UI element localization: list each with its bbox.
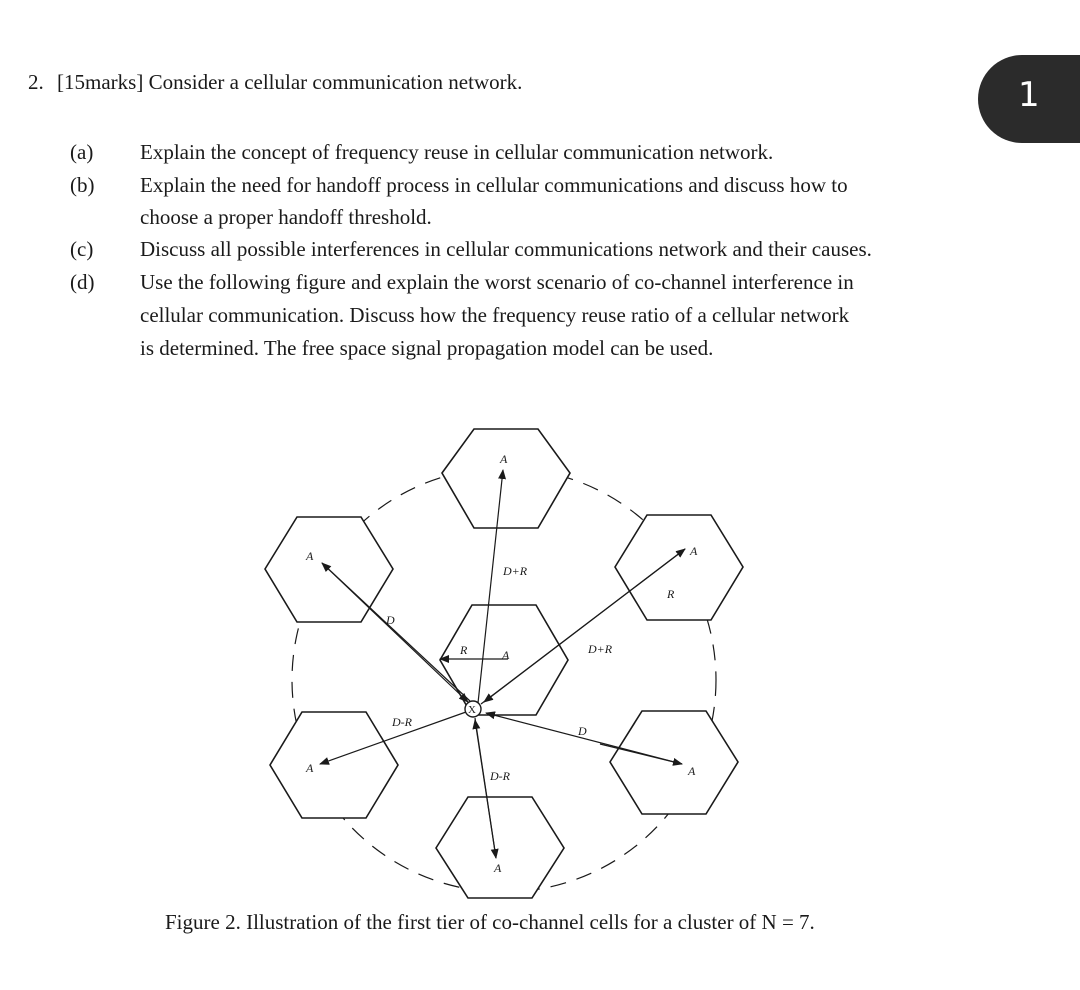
cell-cochannel-lower-left — [270, 712, 398, 818]
label-center-r: R — [460, 643, 468, 657]
label-d-minus-r-left: D-R — [392, 715, 412, 729]
label-a-top: A — [500, 452, 508, 466]
question-prompt: Consider a cellular communication network. — [148, 70, 523, 94]
label-d-plus-r-right: D+R — [588, 642, 613, 656]
item-text-d: cellular communication. Discuss how the frequency reuse ratio of a cellular network — [140, 303, 850, 327]
cell-cochannel-upper-right — [615, 515, 743, 620]
figure-caption: Figure 2. Illustration of the first tier of co-channel cells for a cluster of N = 7. — [165, 910, 815, 934]
label-d-plus-r-top: D+R — [503, 564, 528, 578]
label-d-lower-right: D — [578, 724, 587, 738]
mobile-marker-label: X — [468, 704, 476, 716]
label-d-upper-left: D — [386, 613, 395, 627]
label-center-a: A — [502, 648, 510, 662]
item-text-c: Discuss all possible interferences in cellular communications network and their causes. — [140, 237, 872, 261]
item-text-b: Explain the need for handoff process in cellular communications and discuss how to — [140, 173, 848, 197]
arrow-upper-left-back — [322, 563, 468, 702]
question-number: 2. — [28, 70, 44, 94]
page-number: 1 — [1018, 75, 1040, 115]
cell-cochannel-top — [442, 429, 570, 528]
item-label-b: (b) — [70, 173, 95, 197]
cell-cochannel-bottom — [436, 797, 564, 898]
item-text-d: Use the following figure and explain the worst scenario of co-channel interference in — [140, 270, 854, 294]
label-r-upper-right: R — [667, 587, 675, 601]
item-label-a: (a) — [70, 140, 94, 164]
item-text-d: is determined. The free space signal propagation model can be used. — [140, 336, 714, 360]
item-label-c: (c) — [70, 237, 94, 261]
label-a-lower-left: A — [306, 761, 314, 775]
label-d-minus-r-bottom: D-R — [490, 769, 510, 783]
label-a-upper-left: A — [306, 549, 314, 563]
item-label-d: (d) — [70, 270, 95, 294]
question-marks: [15marks] — [57, 70, 144, 94]
label-a-upper-right: A — [690, 544, 698, 558]
label-a-bottom: A — [494, 861, 502, 875]
item-text-a: Explain the concept of frequency reuse in cellular communication network. — [140, 140, 774, 164]
label-a-lower-right: A — [688, 764, 696, 778]
item-text-b: choose a proper handoff threshold. — [140, 205, 432, 229]
